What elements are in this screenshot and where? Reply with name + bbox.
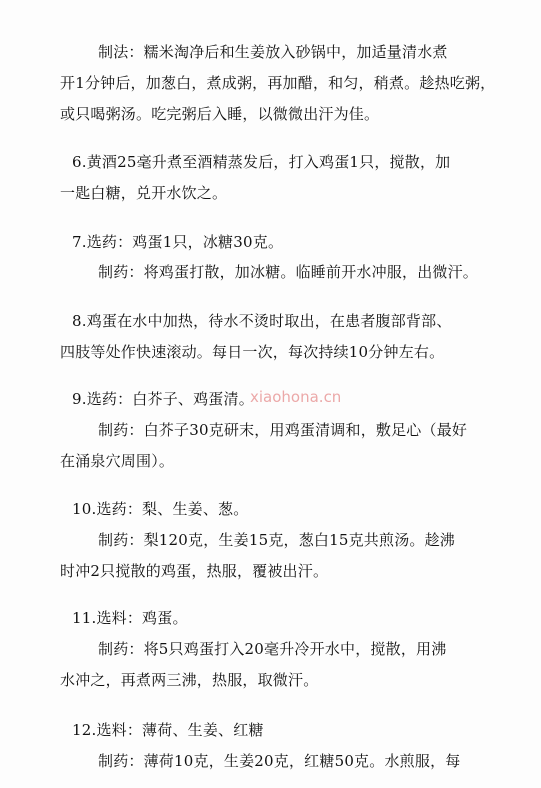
text-line: 一匙白糖，兑开水饮之。 xyxy=(60,184,228,202)
text-line: 制药：薄荷10克，生姜20克，红糖50克。水煎服，每 xyxy=(98,752,461,770)
text-line: 水冲之，再煮两三沸，热服，取微汗。 xyxy=(60,671,319,689)
text-line: 制药：将5只鸡蛋打入20毫升冷开水中，搅散，用沸 xyxy=(98,640,447,658)
text-line: 6.黄酒25毫升煮至酒精蒸发后，打入鸡蛋1只，搅散，加 xyxy=(72,153,451,171)
text-line: 制法：糯米淘净后和生姜放入砂锅中，加适量清水煮 xyxy=(98,43,448,61)
text-line: 或只喝粥汤。吃完粥后入睡，以微微出汗为佳。 xyxy=(60,105,380,123)
text-line: 7.选药：鸡蛋1只，冰糖30克。 xyxy=(72,233,284,251)
text-line: 9.选药：白芥子、鸡蛋清。 xyxy=(72,390,254,408)
text-line: 制药：将鸡蛋打散，加冰糖。临睡前开水冲服，出微汗。 xyxy=(98,263,479,281)
text-line: 8.鸡蛋在水中加热，待水不烫时取出，在患者腹部背部、 xyxy=(72,312,452,330)
text-line: 在涌泉穴周围）。 xyxy=(60,452,175,470)
text-line: 制药：梨120克，生姜15克，葱白15克共煎汤。趁沸 xyxy=(98,531,456,549)
text-line: 时冲2只搅散的鸡蛋，热服，覆被出汗。 xyxy=(60,562,329,580)
text-line: 开1分钟后，加葱白，煮成粥，再加醋，和匀，稍煮。趁热吃粥， xyxy=(60,74,496,92)
text-line: 12.选料：薄荷、生姜、红糖 xyxy=(72,721,264,739)
watermark: xiaohona.cn xyxy=(250,388,342,406)
text-line: 四肢等处作快速滚动。每日一次，每次持续10分钟左右。 xyxy=(60,343,445,361)
text-line: 10.选药：梨、生姜、葱。 xyxy=(72,500,249,518)
text-line: 11.选料：鸡蛋。 xyxy=(72,609,188,627)
text-line: 制药：白芥子30克研末，用鸡蛋清调和，敷足心（最好 xyxy=(98,421,468,439)
